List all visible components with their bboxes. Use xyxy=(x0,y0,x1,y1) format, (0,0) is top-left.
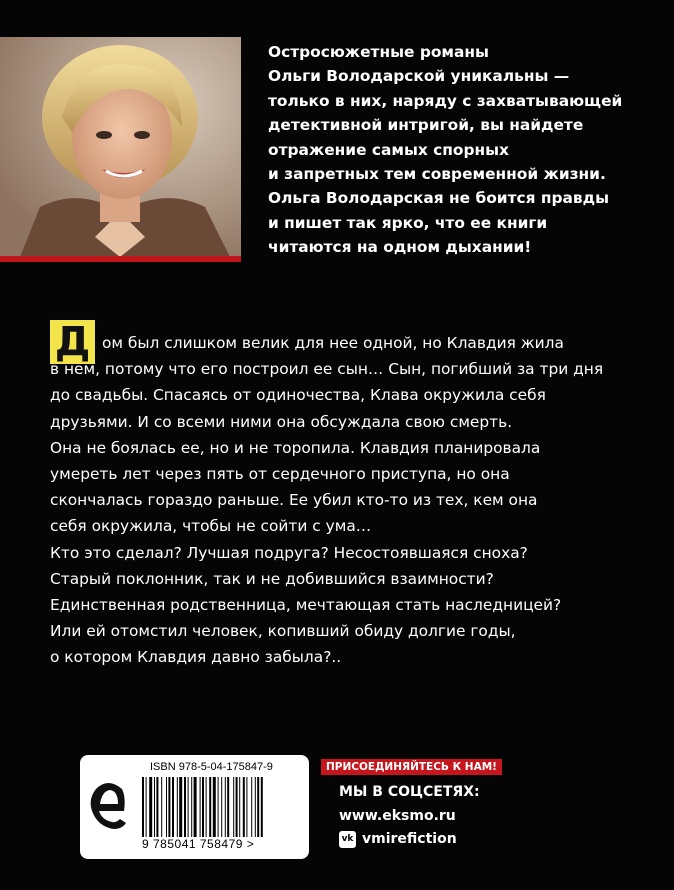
barcode-bar xyxy=(206,777,207,837)
author-photo xyxy=(0,37,241,257)
barcode-bar xyxy=(243,777,245,837)
barcode-bar xyxy=(146,777,147,837)
barcode-bar xyxy=(172,777,174,837)
barcode-bar xyxy=(257,777,259,837)
barcode-bar xyxy=(239,777,240,837)
author-blurb xyxy=(268,40,658,260)
annotation-line: скончалась гораздо раньше. Ее убил кто-то из тех, кем она xyxy=(50,491,538,510)
barcode-digits: 9 785041 758479 > xyxy=(142,837,255,851)
barcode-bar xyxy=(177,777,178,837)
isbn-label: ISBN 978-5-04-175847-9 xyxy=(150,761,273,773)
barcode-bar xyxy=(161,777,162,837)
barcode-bar xyxy=(184,777,186,837)
barcode-bar xyxy=(200,777,201,837)
annotation-line: о котором Клавдия давно забыла?.. xyxy=(50,648,342,667)
annotation-line: до свадьбы. Спасаясь от одиночества, Клава окружила себя xyxy=(50,386,546,405)
barcode-bar xyxy=(202,777,204,837)
barcode-bar xyxy=(227,777,229,837)
vk-handle: vmirefiction xyxy=(362,831,457,847)
vk-icon: vk xyxy=(339,831,356,848)
blurb-line: только в них, наряду с захватывающей xyxy=(268,91,623,110)
annotation-line: Она не боялась ее, но и не торопила. Клавдия планировала xyxy=(50,438,541,457)
annotation-line: Единственная родственница, мечтающая стать наследницей? xyxy=(50,596,562,615)
annotation-line: ом был слишком велик для нее одной, но Клавдия жила xyxy=(102,334,564,352)
barcode-bar xyxy=(233,777,234,837)
barcode-bar xyxy=(261,777,263,837)
blurb-line: Остросюжетные романы xyxy=(268,43,489,61)
barcode-bar xyxy=(149,777,152,837)
annotation-line: Или ей отомстил человек, копивший обиду долгие годы, xyxy=(50,622,516,641)
barcode-bar xyxy=(225,777,226,837)
barcode-bar xyxy=(255,777,256,837)
barcode-bar xyxy=(251,777,252,837)
social-title: МЫ В СОЦСЕТЯХ: xyxy=(339,784,480,800)
blurb-line: отражение самых спорных xyxy=(268,140,509,159)
barcode-image xyxy=(142,777,302,837)
barcode-bar xyxy=(154,777,155,837)
blurb-line: читаются на одном дыхании! xyxy=(268,238,532,257)
barcode-bar xyxy=(236,777,238,837)
vk-link[interactable] xyxy=(339,829,457,849)
barcode-bar xyxy=(218,777,219,837)
barcode-bar xyxy=(213,777,216,837)
barcode-bar xyxy=(209,777,211,837)
barcode-bar xyxy=(179,777,182,837)
barcode-bar xyxy=(191,777,192,837)
annotation-line: в нем, потому что его построил ее сын… Сын, погибший за три дня xyxy=(50,360,604,379)
barcode-bar xyxy=(188,777,189,837)
barcode-bar xyxy=(168,777,170,837)
annotation-line: Кто это сделал? Лучшая подруга? Несостоявшаяся сноха? xyxy=(50,543,528,562)
barcode-bar xyxy=(221,777,222,837)
blurb-line: и запретных тем современной жизни. xyxy=(268,165,606,184)
annotation-line: Старый поклонник, так и не добившийся взаимности? xyxy=(50,569,494,588)
website-link[interactable]: www.eksmo.ru xyxy=(339,808,456,824)
annotation-line: умереть лет через пять от сердечного приступа, но она xyxy=(50,465,510,484)
join-us-badge: ПРИСОЕДИНЯЙТЕСЬ К НАМ! xyxy=(321,759,502,775)
barcode-bar xyxy=(156,777,158,837)
barcode-bar xyxy=(166,777,167,837)
barcode-bar xyxy=(142,777,144,837)
drop-cap: Д xyxy=(50,320,95,364)
annotation-line: друзьями. И со всеми ними она обсуждала свою смерть. xyxy=(50,412,513,431)
blurb-line: детективной интригой, вы найдете xyxy=(268,116,584,135)
barcode-panel xyxy=(80,755,309,859)
book-annotation xyxy=(50,330,650,671)
blurb-line: Ольга Володарская не боится правды xyxy=(268,189,609,208)
annotation-line: себя окружила, чтобы не сойти с ума… xyxy=(50,517,372,536)
barcode-bar xyxy=(194,777,197,837)
photo-red-border xyxy=(0,256,241,262)
barcode-bar xyxy=(246,777,247,837)
blurb-line: Ольги Володарской уникальны — xyxy=(268,67,570,86)
publisher-logo-icon xyxy=(88,775,128,841)
blurb-line: и пишет так ярко, что ее книги xyxy=(268,213,548,232)
